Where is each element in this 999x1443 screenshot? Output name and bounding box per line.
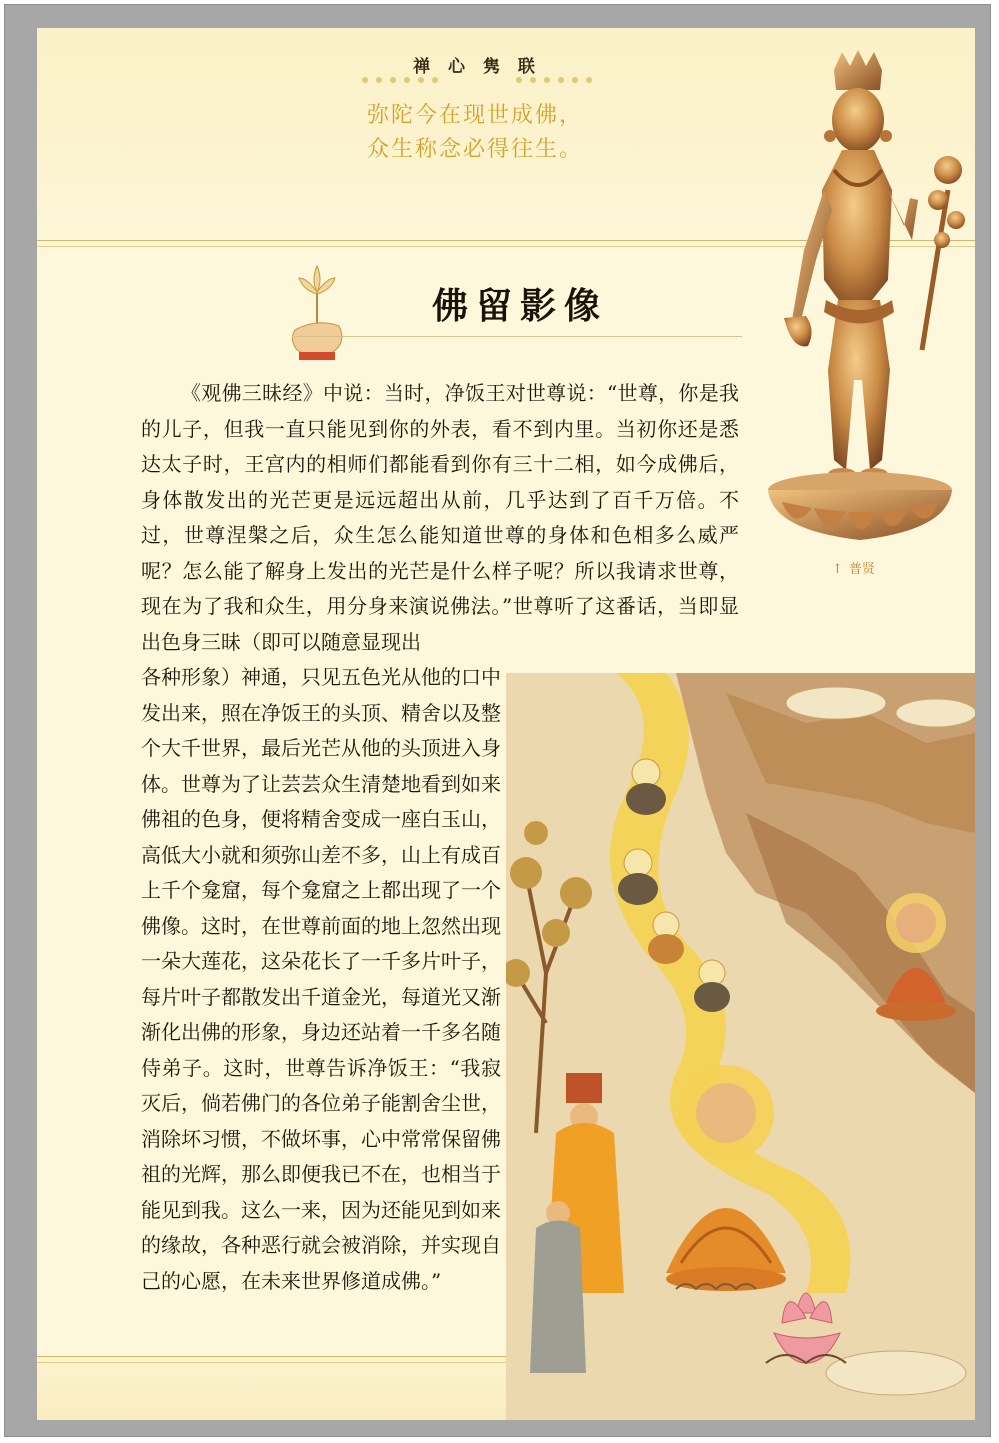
caption-text: 普贤 [848,562,875,577]
lotus-hand-icon [277,256,357,366]
book-page [37,28,975,1420]
title-rule [292,336,742,337]
running-head: 禅 心 隽 联 [413,57,541,77]
head-ornament-icon [357,75,597,85]
footer-rule [37,1356,506,1357]
caption-marker: ↑ [832,562,843,577]
paragraph-2: 各种形象）神通，只见五色光从他的口中发出来，照在净饭王的头顶、精舍以及整个大千世界，最后光芒从他的头顶进入身体。世尊为了让芸芸众生清楚地看到如来佛祖的色身，便将精舍变成一座白玉山，高低大小就和须弥山差不多，山上有成百上千个龛窟，每个龛窟之上都出现了一个佛像。这时，在世尊前面的地上忽然出现一朵大莲花，这朵花长了一千多片叶子，每片叶子都散发出千道金光，每道光又渐渐化出佛的形象，身边还站着一千多名随侍弟子。这时，世尊告诉净饭王：“我寂灭后，倘若佛门的各位弟子能割舍尘世，消除坏习惯，不做坏事，心中常常保留佛祖的光辉，那么即便我已不在，也相当于能见到我。这么一来，因为还能见到如来的缘故，各种恶行就会被消除，并实现自己的心愿，在未来世界修道成佛。” [141,665,501,1293]
couplet-line-2: 众生称念必得往生。 [367,137,584,162]
footer-rule-inner [37,1362,506,1363]
section-title: 佛留影像 [432,285,609,327]
couplet-line-1: 弥陀今在现世成佛， [367,103,584,128]
page-frame [4,4,991,1437]
samantabhadra-statue-image [742,50,972,550]
paragraph-1: 《观佛三昧经》中说：当时，净饭王对世尊说：“世尊，你是我的儿子，但我一直只能见到你的外表，看不到内里。当初你还是悉达太子时，王宫内的相师们都能看到你有三十二相，如今成佛后，身体散发出的光芒更是远远超出从前，几乎达到了百千万倍。不过，世尊涅槃之后，众生怎么能知道世尊的身体和色相多么威严呢？怎么能了解身上发出的光芒是什么样子呢？所以我请求世尊，现在为了我和众生，用分身来演说佛法。”世尊听了这番话，当即显出色身三昧（即可以随意显现出 [141,381,739,654]
buddha-painting-image [506,673,975,1420]
footer-band [37,1356,506,1420]
image-caption [832,558,875,577]
